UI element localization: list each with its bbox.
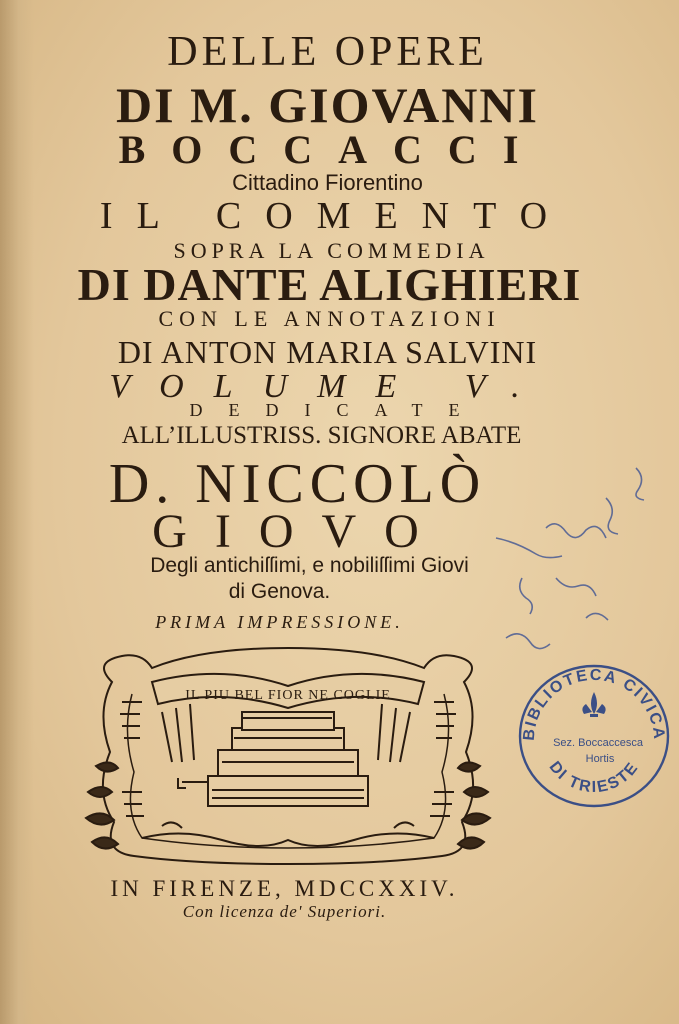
dedicatee-name: D. NICCOLÒ [108, 453, 487, 515]
dedication-word: DEDICATE [189, 400, 486, 420]
stamp-ring-top: BIBLIOTECA CIVICA [520, 666, 668, 742]
dante-line: DI DANTE ALIGHIERI [77, 259, 582, 310]
edition-line: PRIMA IMPRESSIONE. [155, 612, 404, 632]
author-surname: BOCCACCI [118, 127, 545, 172]
stamp-collection: Hortis [585, 753, 615, 765]
title-line-2: DI M. GIOVANNI [116, 77, 539, 133]
work-title: IL COMENTO [99, 195, 572, 237]
city-line: di Genova. [228, 580, 331, 603]
library-stamp [514, 660, 674, 812]
annotations-line: CON LE ANNOTAZIONI [158, 306, 501, 331]
annotator-line: DI ANTON MARIA SALVINI [117, 334, 538, 370]
stamp-section: Sez. Boccaccesca [553, 737, 643, 749]
work-subtitle: SOPRA LA COMMEDIA [173, 238, 490, 263]
volume-line: VOLUME V. [109, 368, 550, 405]
author-citizenship: Cittadino Fiorentino [232, 170, 423, 195]
license-line: Con licenza de' Superiori. [182, 902, 387, 921]
emblem-motto: IL PIU BEL FIOR NE COGLIE [185, 688, 391, 703]
printers-device-emblem [82, 642, 494, 870]
fleur-de-lis-icon [582, 692, 605, 717]
handwritten-annotation [486, 458, 666, 668]
dedicatee-surname: GIOVO [152, 505, 447, 558]
imprint-line: IN FIRENZE, MDCCXXIV. [110, 876, 459, 901]
title-line-1: DELLE OPERE [167, 29, 488, 75]
stamp-ring-bottom: DI TRIESTE [545, 758, 643, 797]
family-line: Degli antichiſſimi, e nobiliſſimi Giovi [150, 554, 469, 577]
dedication-to: ALL’ILLUSTRISS. SIGNORE ABATE [121, 422, 522, 449]
